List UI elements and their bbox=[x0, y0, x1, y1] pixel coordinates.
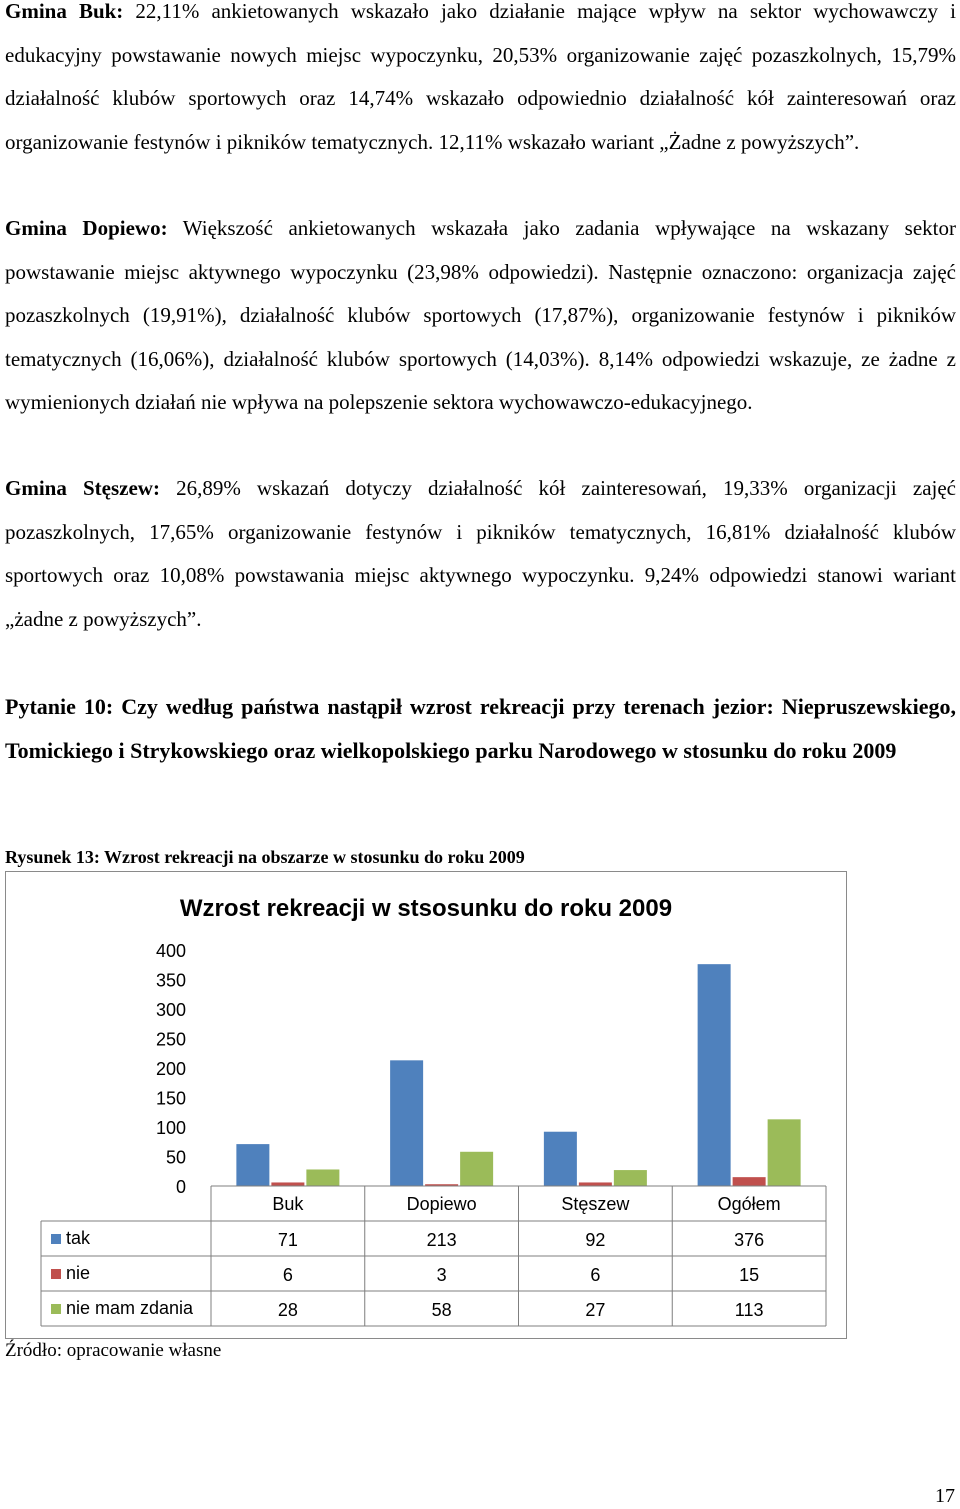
bar-nie-mam-zdania-2 bbox=[614, 1170, 647, 1186]
bar-nie-0 bbox=[271, 1182, 304, 1186]
data-label: 27 bbox=[585, 1300, 606, 1320]
category-label: Ogółem bbox=[717, 1194, 781, 1214]
legend-key-nie-mam-zdania bbox=[51, 1304, 61, 1314]
bar-chart bbox=[6, 872, 846, 1338]
chart-frame bbox=[5, 871, 847, 1339]
data-label: 6 bbox=[590, 1265, 601, 1285]
source-note: Źródło: opracowanie własne bbox=[5, 1340, 222, 1361]
y-tick-label: 150 bbox=[155, 1088, 186, 1109]
paragraph-gmina-buk bbox=[5, 0, 956, 164]
data-label: 15 bbox=[739, 1265, 760, 1285]
y-tick-label: 300 bbox=[155, 1000, 186, 1020]
data-label: 3 bbox=[436, 1265, 447, 1285]
page-number: 17 bbox=[935, 1485, 955, 1507]
paragraph-text: 26,89% wskazań dotyczy działalność kół zainteresowań, 19,33% organizacji zajęć pozaszkolnych, 17,65% organizowanie festynów i pikników tematycznych, 16,81% działalność klubów sportowych oraz 10,08% powstawania miejsc aktywnego wypoczynku. 9,24% odpowiedzi stanowi wariant „żadne z powyższych”. bbox=[5, 476, 956, 631]
paragraph-gmina-dopiewo bbox=[5, 207, 956, 425]
data-label: 6 bbox=[282, 1265, 293, 1285]
y-tick-label: 250 bbox=[155, 1029, 186, 1050]
paragraph-label: Gmina Buk: bbox=[5, 0, 124, 23]
data-label: 213 bbox=[426, 1230, 457, 1250]
bar-tak-1 bbox=[390, 1060, 423, 1186]
legend-key-tak bbox=[51, 1234, 61, 1244]
data-label: 71 bbox=[277, 1230, 298, 1250]
paragraph-text: 22,11% ankietowanych wskazało jako działanie mające wpływ na sektor wychowawczy i edukacyjny powstawanie nowych miejsc wypoczynku, 20,53% organizowanie zajęć pozaszkolnych, 15,79% działalność klubów sportowych oraz 14,74% wskazało odpowiednio działalność kół zainteresowań oraz organizowanie festynów i pikników tematycznych. 12,11% wskazało wariant „Żadne z powyższych”. bbox=[5, 0, 956, 154]
legend-label: nie mam zdania bbox=[66, 1298, 194, 1318]
bar-tak-0 bbox=[236, 1144, 269, 1186]
bar-nie-mam-zdania-0 bbox=[306, 1169, 339, 1186]
paragraph-text: Większość ankietowanych wskazała jako zadania wpływające na wskazany sektor powstawanie miejsc aktywnego wypoczynku (23,98% odpowiedzi). Następnie oznaczono: organizacja zajęć pozaszkolnych (19,91%), działalność klubów sportowych (17,87%), organizowanie festynów i pikników tematycznych (16,06%), działalność klubów sportowych (14,03%). 8,14% odpowiedzi wskazuje, ze żadne z wymienionych działań nie wpływa na polepszenie sektora wychowawczo-edukacyjnego. bbox=[5, 216, 956, 414]
bar-nie-mam-zdania-3 bbox=[768, 1119, 801, 1186]
y-tick-label: 200 bbox=[155, 1059, 186, 1079]
paragraph-label: Gmina Stęszew: bbox=[5, 476, 160, 500]
data-label: 58 bbox=[431, 1300, 452, 1320]
bar-nie-mam-zdania-1 bbox=[460, 1152, 493, 1186]
paragraph-label: Gmina Dopiewo: bbox=[5, 216, 168, 240]
question-heading: Pytanie 10: Czy według państwa nastąpił wzrost rekreacji przy terenach jezior: Niepruszewskiego, Tomickiego i Strykowskiego oraz wielkopolskiego parku Narodowego w stosunku do roku 2009 bbox=[5, 694, 956, 763]
data-label: 376 bbox=[734, 1230, 765, 1250]
category-label: Buk bbox=[272, 1194, 304, 1214]
paragraph-gmina-steszew bbox=[5, 467, 956, 641]
y-tick-label: 50 bbox=[165, 1147, 186, 1168]
y-tick-label: 0 bbox=[175, 1177, 186, 1197]
category-label: Dopiewo bbox=[406, 1194, 477, 1214]
chart-title: Wzrost rekreacji w stsosunku do roku 2009 bbox=[179, 895, 673, 922]
legend-key-nie bbox=[51, 1269, 61, 1279]
category-label: Stęszew bbox=[561, 1194, 630, 1214]
data-label: 28 bbox=[277, 1300, 298, 1320]
y-tick-label: 350 bbox=[155, 970, 186, 991]
bar-nie-2 bbox=[579, 1182, 612, 1186]
legend-label: nie bbox=[66, 1263, 91, 1283]
data-label: 113 bbox=[734, 1300, 764, 1320]
figure-caption: Rysunek 13: Wzrost rekreacji na obszarze w stosunku do roku 2009 bbox=[5, 847, 525, 867]
bar-nie-3 bbox=[733, 1177, 766, 1186]
y-tick-label: 100 bbox=[155, 1118, 186, 1138]
data-label: 92 bbox=[585, 1230, 606, 1250]
y-tick-label: 400 bbox=[155, 941, 186, 961]
legend-label: tak bbox=[66, 1228, 91, 1248]
bar-tak-2 bbox=[544, 1132, 577, 1186]
bar-tak-3 bbox=[698, 964, 731, 1186]
